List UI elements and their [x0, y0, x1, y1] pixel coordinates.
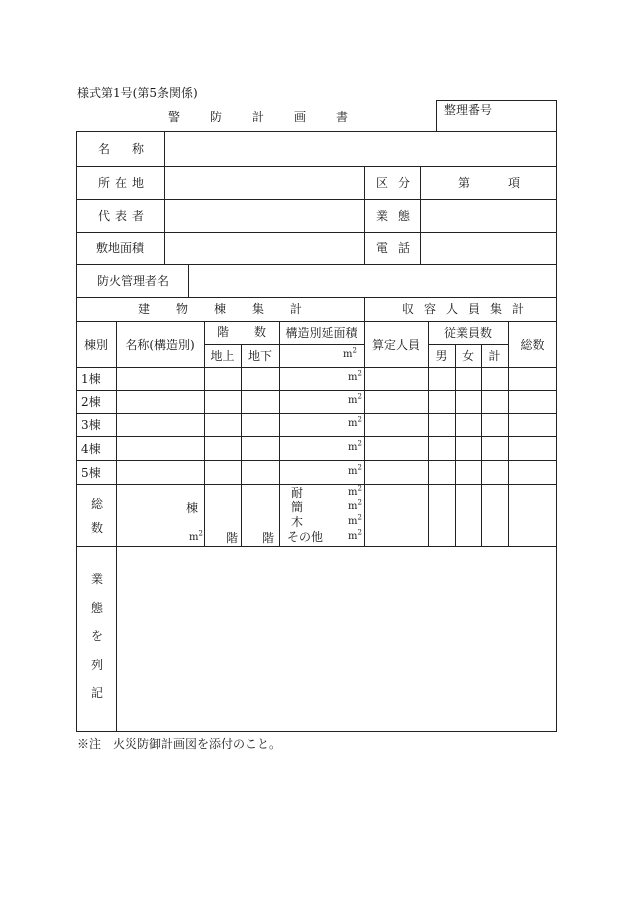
building-summary-char: 建: [138, 302, 151, 316]
col-total: 総数: [520, 337, 545, 352]
category-value[interactable]: [420, 166, 557, 199]
totals-label-char: 数: [91, 521, 104, 535]
row-2-area-unit: $m^2$: [348, 392, 362, 406]
form-label: 様式第1号(第5条関係): [77, 86, 198, 100]
structure-simple-unit: $m^2$: [348, 498, 362, 512]
totals-label-char: 総: [91, 497, 104, 511]
row-building-3: 3棟: [81, 418, 101, 432]
building-summary-char: 物: [176, 302, 189, 316]
phone-label-char: 話: [398, 241, 411, 255]
address-label: [76, 166, 164, 199]
col-floor-area-unit: [279, 344, 364, 367]
capacity-summary-char: 人: [446, 302, 459, 316]
capacity-summary-char: 収: [402, 302, 415, 316]
row-5-area-unit: $m^2$: [348, 463, 362, 477]
totals-floor-unit: 階: [226, 531, 239, 545]
address-label-char: 所: [98, 176, 111, 190]
title-char: 画: [294, 110, 307, 124]
business-list-char: 業: [91, 572, 104, 586]
building-summary-header: [76, 297, 364, 321]
col-calculated-persons: 算定人員: [371, 337, 420, 352]
category-label-char: 区: [376, 176, 389, 190]
category-value-char: 第: [458, 176, 471, 190]
serial-number-label: 整理番号: [444, 103, 493, 117]
business-list-field[interactable]: [117, 547, 556, 731]
totals-label: [76, 484, 116, 546]
phone-field[interactable]: [421, 233, 556, 263]
site-area-label: 敷地面積: [96, 241, 145, 255]
capacity-summary-char: 員: [468, 302, 481, 316]
title-char: 書: [336, 110, 349, 124]
capacity-summary-char: 容: [424, 302, 437, 316]
col-above-ground: 地上: [210, 349, 235, 363]
business-type-field[interactable]: [421, 200, 556, 231]
row-4-area-unit: $m^2$: [348, 439, 362, 453]
unit-m2: m: [343, 349, 353, 360]
col-floor-area: 構造別延面積: [285, 326, 358, 340]
structure-simple: 簡: [291, 500, 304, 514]
row-1-area-unit: $m^2$: [348, 369, 362, 383]
name-label: [76, 131, 164, 166]
site-area-field[interactable]: [165, 233, 363, 263]
form-title: [168, 111, 348, 125]
category-label: [364, 166, 420, 199]
structure-other: その他: [287, 530, 324, 544]
col-female: 女: [461, 349, 474, 363]
building-summary-char: 集: [252, 302, 265, 316]
address-label-char: 在: [115, 176, 128, 190]
representative-label-char: 者: [132, 209, 145, 223]
col-name-structure: 名称(構造別): [125, 337, 195, 352]
structure-fireproof: 耐: [291, 486, 304, 500]
row-building-2: 2棟: [81, 395, 101, 409]
structure-other-unit: $m^2$: [348, 528, 362, 542]
footnote: ※注 火災防御計画図を添付のこと。: [77, 737, 282, 751]
building-summary-char: 棟: [214, 302, 227, 316]
col-employees: 従業員数: [443, 326, 492, 340]
structure-wood: 木: [291, 515, 304, 529]
business-list-char: 態: [91, 601, 104, 615]
totals-area-unit: $m^2$: [189, 529, 203, 543]
representative-label-char: 代: [98, 209, 111, 223]
unit-sup: 2: [352, 346, 357, 355]
name-field[interactable]: [165, 132, 556, 165]
business-type-label-char: 業: [376, 209, 389, 223]
business-list-char: 記: [91, 686, 104, 700]
business-list-char: 列: [91, 658, 104, 672]
col-floors-char: 階: [217, 325, 230, 339]
col-floors: [204, 321, 279, 344]
representative-label: [76, 199, 164, 232]
row-building-4: 4棟: [81, 441, 101, 456]
capacity-summary-char: 集: [490, 302, 503, 316]
row-building-1: 1棟: [81, 372, 101, 386]
structure-fireproof-unit: $m^2$: [348, 484, 362, 498]
address-field[interactable]: [165, 167, 363, 198]
col-building: 棟別: [83, 337, 108, 352]
category-value-char: 項: [508, 176, 521, 190]
category-label-char: 分: [398, 176, 411, 190]
business-type-label-char: 態: [398, 209, 411, 223]
title-char: 計: [252, 110, 265, 124]
representative-field[interactable]: [165, 200, 363, 231]
totals-basement-unit: 階: [262, 531, 275, 545]
col-male: 男: [435, 349, 448, 363]
representative-label-char: 表: [115, 209, 128, 223]
col-floors-char: 数: [254, 325, 267, 339]
fire-manager-field[interactable]: [189, 265, 556, 296]
row-building-5: 5棟: [81, 465, 101, 480]
name-label-char: 名: [98, 142, 111, 156]
col-employee-total: 計: [488, 349, 501, 363]
business-list-char: を: [91, 629, 104, 643]
name-label-char: 称: [132, 142, 145, 156]
col-below-ground: 地下: [247, 349, 272, 363]
capacity-summary-char: 計: [512, 302, 525, 316]
totals-building-unit: 棟: [186, 501, 199, 515]
phone-label: [364, 232, 420, 264]
structure-wood-unit: $m^2$: [348, 513, 362, 527]
address-label-char: 地: [132, 176, 145, 190]
business-list-label: [76, 546, 116, 732]
business-type-label: [364, 199, 420, 232]
title-char: 防: [210, 110, 223, 124]
title-char: 警: [168, 110, 181, 124]
phone-label-char: 電: [376, 241, 389, 255]
capacity-summary-header: [364, 297, 557, 321]
building-summary-char: 計: [290, 302, 303, 316]
row-3-area-unit: $m^2$: [348, 415, 362, 429]
fire-manager-label: 防火管理者名: [97, 274, 170, 288]
